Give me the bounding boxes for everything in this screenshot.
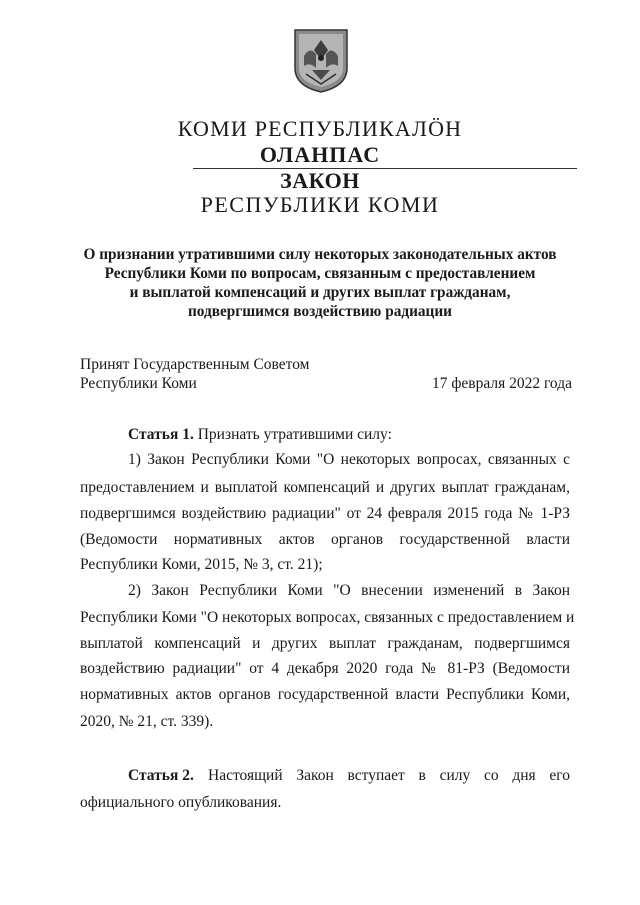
law-title	[60, 245, 580, 321]
header-zakon: ЗАКОН	[280, 168, 360, 193]
article-1-item-2-line: Республики Коми "О некоторых вопросах, связанных с предоставлением и	[80, 609, 575, 626]
article-1-item-1-line: (Ведомости нормативных актов органов государственной власти	[80, 531, 570, 548]
article-1-item-2-line: нормативных актов органов государственной власти Республики Коми,	[80, 686, 570, 703]
article-1-label: Статья 1.	[128, 426, 194, 443]
adopted-line-2: Республики Коми	[80, 375, 197, 392]
adopted-line-1: Принят Государственным Советом	[80, 356, 310, 373]
article-2-line-2: официального опубликования.	[80, 794, 282, 811]
article-2-label	[128, 767, 194, 785]
law-title-line: Республики Коми по вопросам, связанным с предоставлением	[104, 265, 536, 282]
adopted-by	[80, 355, 310, 393]
article-1-item-2-line: 2020, № 21, ст. 339).	[80, 713, 214, 730]
article-1-intro: Признать утратившими силу:	[197, 426, 392, 443]
coat-of-arms-emblem	[292, 28, 350, 94]
article-2-line-1: Настоящий Закон вступает в силу со дня его	[208, 767, 570, 784]
article-1-item-2-line: выплатой компенсаций и других выплат гражданам, подвергшимся	[80, 635, 570, 652]
header-olanpas: ОЛАНПАС	[259, 142, 381, 167]
law-title-line: и выплатой компенсаций и других выплат гражданам,	[129, 284, 511, 301]
law-title-line: О признании утратившими силу некоторых законодательных актов	[83, 246, 557, 263]
header-komi-line: КОМИ РЕСПУБЛИКАЛÖН	[177, 116, 463, 141]
article-1-heading	[128, 426, 392, 444]
article-1-item-2-line: 2) Закон Республики Коми "О внесении изменений в Закон	[128, 582, 570, 599]
article-1-item-1-line: 1) Закон Республики Коми "О некоторых вопросах, связанных с	[128, 451, 570, 468]
article-1-item-1-line: подвергшимся воздействию радиации" от 24 февраля 2015 года № 1-РЗ	[80, 505, 570, 522]
article-1-item-1-line: Республики Коми, 2015, № 3, ст. 21);	[80, 556, 323, 573]
header-respubliki: РЕСПУБЛИКИ КОМИ	[200, 192, 440, 217]
article-2-label-text: Статья 2.	[128, 767, 194, 784]
law-title-line: подвергшимся воздействию радиации	[187, 303, 452, 320]
adoption-date: 17 февраля 2022 года	[431, 375, 572, 392]
article-1-item-1-line: предоставлением и выплатой компенсаций и других выплат гражданам,	[80, 479, 570, 496]
article-1-item-2-line: воздействию радиации" от 4 декабря 2020 года № 81-РЗ (Ведомости	[80, 660, 570, 677]
